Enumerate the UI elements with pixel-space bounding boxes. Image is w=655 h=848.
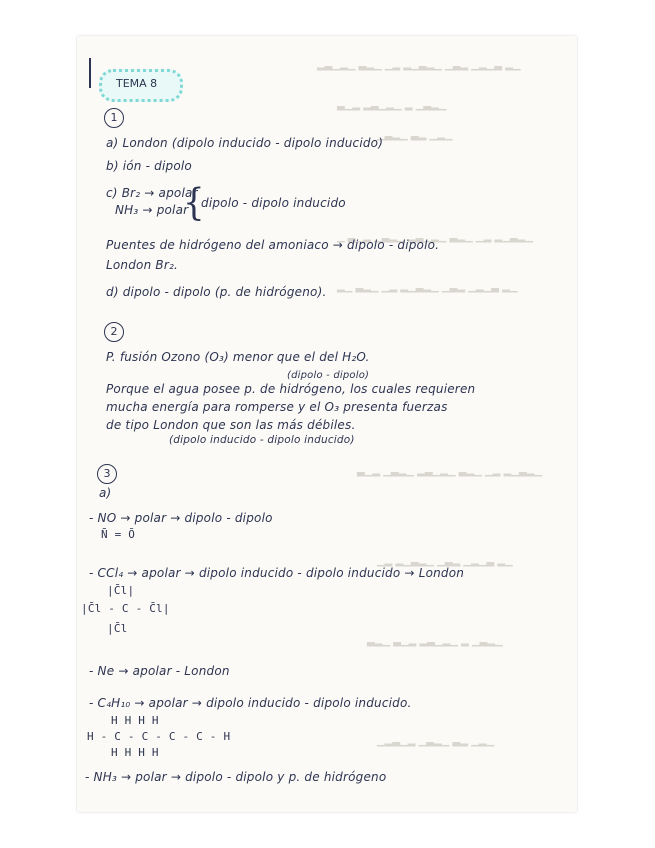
answer-1d: d) dipolo - dipolo (p. de hidrógeno). xyxy=(106,285,327,299)
topic-label: TEMA 8 xyxy=(99,69,183,102)
answer-1b: b) ión - dipolo xyxy=(106,159,192,173)
answer-1a: a) London (dipolo inducido - dipolo inducido) xyxy=(106,136,384,150)
answer-2-line1: Porque el agua posee p. de hidrógeno, los cuales requieren xyxy=(106,382,476,396)
structure-ccl4-top: |C̄l| xyxy=(107,584,135,597)
structure-butane-h-bottom: H H H H xyxy=(111,746,159,759)
answer-3-ne: - Ne → apolar - London xyxy=(89,664,230,678)
margin-mark xyxy=(89,58,91,88)
answer-3a: a) xyxy=(99,486,112,500)
answer-2-annotation: (dipolo inducido - dipolo inducido) xyxy=(169,434,355,446)
answer-3-ccl4: - CCl₄ → apolar → dipolo inducido - dipolo inducido → London xyxy=(89,566,465,580)
answer-1c-nh3: NH₃ → polar xyxy=(115,203,189,217)
answer-2-line3: de tipo London que son las más débiles. xyxy=(106,418,356,432)
structure-ccl4-bottom: |C̄l xyxy=(107,622,128,635)
answer-2-main: P. fusión Ozono (O₃) menor que el del H₂O. xyxy=(106,350,370,364)
answer-3-nh3: - NH₃ → polar → dipolo - dipolo y p. de hidrógeno xyxy=(85,770,387,784)
annotation-dipolo: (dipolo - dipolo) xyxy=(287,370,370,381)
answer-1c-type: dipolo - dipolo inducido xyxy=(201,196,346,210)
answer-2-line2: mucha energía para romperse y el O₃ presenta fuerzas xyxy=(106,400,448,414)
answer-3-c4h10: - C₄H₁₀ → apolar → dipolo inducido - dipolo inducido. xyxy=(89,696,412,710)
section-number-3: 3 xyxy=(97,464,117,484)
brace-symbol: { xyxy=(183,181,205,225)
structure-no: N̄ = Ō xyxy=(101,528,136,541)
section-number-2: 2 xyxy=(104,322,124,342)
answer-3-no: - NO → polar → dipolo - dipolo xyxy=(89,511,273,525)
structure-ccl4-middle: |C̄l - C - C̄l| xyxy=(81,602,170,615)
structure-butane-h-top: H H H H xyxy=(111,714,159,727)
notebook-page: ▁▂ ▃▁▂▁ ▂▃▁ ▁▂▃▁▂ ▂▁ ▁▂▃ ▁▂▁▃▂ ▁▂▃▁ ▂ ▁▂▁▃▂ ▂▁▃ ▁▂▁ ▂▃ ▁▂▃▁ ▁▂▃▁▂ ▂▁ ▁▂▃ ▁▂▁▃▂ ▁▂▃▁ ▂▁▃ ▁ ▁▂ ▃▁▂▁ ▂▃▁ ▁▂▃▁▂ ▂▁ ▁▂▃ ▁▂ ▁▂▃▁▂ ▂▁ ▁▂▃ ▁▂▁▃▂ ▁▂▃▁ ▂▁▃ ▁▂ ▃▁▂▁ ▂▃▁ ▁▂▃▁▂ ▂▁ ▁▂▃▁ ▂ ▁▂▁▃▂ ▂▁▃ ▁▂▃ ▁▂▁ ▂▃ ▁▂▃▁ ▂▁▃▂▁ TEMA 8 1 a) London (dipolo inducido - dipolo inducido) b) ión - dipolo c) Br₂ → apolar NH₃ → polar { dipolo - dipolo inducido Puentes de hidrógeno del amoniaco → dipolo - dipolo. London Br₂. d) dipolo - dipolo (p. de hidrógeno). 2 P. fusión Ozono (O₃) menor que el del H₂O. (dipolo - dipolo) Porque el agua posee p. de hidrógeno, los cuales requieren mucha energía para romperse y el O₃ presenta fuerzas de tipo London que son las más débiles. (dipolo inducido - dipolo inducido) 3 a) - NO → polar → dipolo - dipolo N̄ = Ō - CCl₄ → apolar → dipolo inducido - dipolo inducido → London |C̄l| |C̄l - C - C̄l| |C̄l - Ne → apolar - London - C₄H₁₀ → apolar → dipolo inducido - dipolo inducido. H H H H H - C - C - C - C - H H H H H - NH₃ → polar → dipolo - dipolo y p. de hidrógeno xyxy=(77,36,577,812)
answer-1c-br2: c) Br₂ → apolar xyxy=(106,186,198,200)
answer-1c-note2: London Br₂. xyxy=(106,258,179,272)
answer-1c-note: Puentes de hidrógeno del amoniaco → dipolo - dipolo. xyxy=(106,238,440,252)
section-number-1: 1 xyxy=(104,108,124,128)
structure-butane-chain: H - C - C - C - C - H xyxy=(87,730,231,743)
